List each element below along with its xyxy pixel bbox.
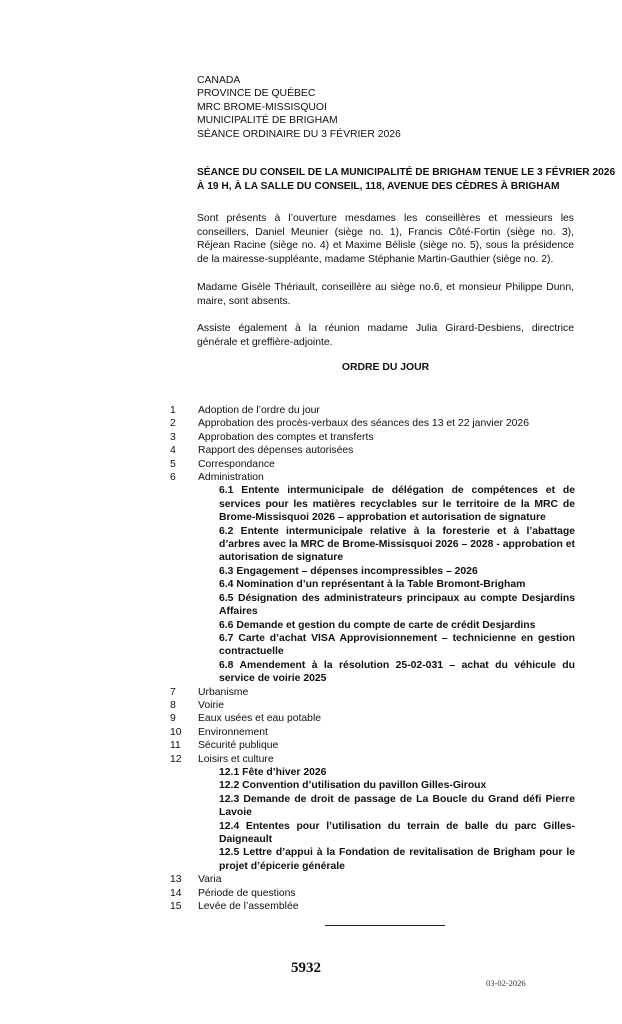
agenda-item [170, 686, 575, 699]
agenda-item-label: Levée de l’assemblée [198, 901, 299, 913]
agenda-item-number: 3 [170, 431, 176, 443]
agenda-item-number: 7 [170, 686, 176, 698]
agenda-item-number: 10 [170, 726, 182, 738]
agenda-item-label: Urbanisme [198, 686, 249, 698]
session-title [197, 166, 616, 194]
agenda-item-number: 4 [170, 445, 176, 457]
agenda-item-label: Approbation des comptes et transferts [198, 431, 374, 443]
signature-line [325, 925, 445, 926]
presents-paragraph: Sont présents à l’ouverture mesdames les conseillères et messieurs les conseillers, Daniel Meunier (siège no. 1), Francis Côté-Fortin (siège no. 3), Réjean Racine (siège no. 4) et Maxime Bélisle (siège no. 5), sous la présidence de la mairesse-suppléante, madame Stéphanie Martin-Gauthier (siège no. 2). [197, 213, 574, 265]
agenda-item [170, 458, 575, 471]
agenda-item [170, 753, 575, 766]
agenda-subitem: 12.3 Demande de droit de passage de La Boucle du Grand défi Pierre Lavoie [219, 793, 575, 819]
agenda-item-label: Loisirs et culture [198, 753, 274, 765]
agenda-item-number: 11 [170, 740, 181, 752]
agenda-item [170, 739, 575, 752]
agenda-item [170, 873, 575, 886]
agenda-item-number: 13 [170, 874, 182, 886]
header-session: SÉANCE ORDINAIRE DU 3 FÉVRIER 2026 [197, 128, 401, 140]
agenda-subitem: 12.1 Fête d’hiver 2026 [219, 766, 327, 778]
document-header [197, 74, 401, 141]
agenda-subitem: 12.5 Lettre d’appui à la Fondation de revitalisation de Brigham pour le projet d’épicerie générale [219, 847, 575, 872]
agenda-item-number: 8 [170, 699, 176, 711]
agenda-subitem: 6.6 Demande et gestion du compte de carte de crédit Desjardins [219, 619, 536, 631]
agenda-list [170, 404, 575, 913]
agenda-item [170, 887, 575, 900]
agenda-item-label: Eaux usées et eau potable [198, 713, 322, 725]
agenda-item [170, 900, 575, 913]
agenda-item-number: 9 [170, 713, 176, 725]
session-title-line-1: SÉANCE DU CONSEIL DE LA MUNICIPALITÉ DE BRIGHAM TENUE LE 3 FÉVRIER 2026 [197, 167, 616, 178]
agenda-item-label: Administration [198, 472, 264, 484]
agenda-item-number: 12 [170, 753, 182, 765]
page-number: 5932 [291, 960, 321, 976]
agenda-subitem: 6.2 Entente intermunicipale relative à la foresterie et à l’abattage d’arbres avec la MRC de Brome-Missisquoi 2026 – 2028 - approbation et autorisation de signature [219, 525, 575, 564]
header-province: PROVINCE DE QUÉBEC [197, 88, 316, 100]
agenda-item-label: Varia [198, 874, 222, 886]
agenda-item [170, 431, 575, 444]
agenda-item-label: Rapport des dépenses autorisées [198, 445, 354, 457]
agenda-subitem: 6.1 Entente intermunicipale de délégation de compétences et de services pour les matières recyclables sur le territoire de la MRC de Brome-Missisquoi 2026 – approbation et autorisation de signature [219, 485, 575, 524]
agenda-item-number: 14 [170, 887, 182, 899]
header-mrc: MRC BROME-MISSISQUOI [197, 101, 327, 113]
agenda-item [170, 444, 575, 457]
agenda-item-number: 15 [170, 901, 182, 913]
assiste-paragraph: Assiste également à la réunion madame Julia Girard-Desbiens, directrice générale et greffière-adjointe. [197, 323, 574, 348]
agenda-item [170, 417, 575, 430]
agenda-subitem: 6.8 Amendement à la résolution 25-02-031 – achat du véhicule du service de voirie 2025 [219, 659, 575, 685]
agenda-item-number: 1 [170, 405, 176, 416]
agenda-heading: ORDRE DU JOUR [341, 362, 430, 373]
agenda-item-number: 6 [170, 472, 176, 484]
agenda-item [170, 471, 575, 484]
agenda-item-number: 2 [170, 418, 176, 430]
agenda-item-label: Correspondance [198, 458, 275, 470]
agenda-item-label: Voirie [198, 699, 224, 711]
header-country: CANADA [197, 75, 241, 86]
agenda-item-label: Période de questions [198, 887, 296, 899]
agenda-subitem: 6.5 Désignation des administrateurs principaux au compte Desjardins Affaires [219, 592, 575, 618]
absents-paragraph: Madame Gisèle Thériault, conseillère au siège no.6, et monsieur Philippe Dunn, maire, sont absents. [197, 282, 574, 307]
header-municipality: MUNICIPALITÉ DE BRIGHAM [197, 115, 338, 127]
agenda-item-label: Sécurité publique [198, 740, 279, 752]
agenda-item [170, 712, 575, 725]
agenda-item [170, 699, 575, 712]
session-title-line-2: À 19 H, À LA SALLE DU CONSEIL, 118, AVENUE DES CÈDRES À BRIGHAM [197, 181, 560, 192]
agenda-item [170, 726, 575, 739]
agenda-subitem: 6.4 Nomination d’un représentant à la Table Bromont-Brigham [219, 579, 526, 591]
agenda-item-label: Environnement [198, 726, 268, 738]
agenda-subitem: 6.3 Engagement – dépenses incompressibles – 2026 [219, 565, 478, 577]
agenda-subitem: 12.2 Convention d’utilisation du pavillon Gilles-Giroux [219, 780, 487, 792]
agenda-item-label: Approbation des procès-verbaux des séances des 13 et 22 janvier 2026 [198, 418, 529, 430]
agenda-item-label: Adoption de l’ordre du jour [198, 405, 320, 416]
agenda-item [170, 404, 575, 417]
agenda-item-number: 5 [170, 458, 176, 470]
footer-date: 03-02-2026 [486, 978, 526, 988]
agenda-subitem: 12.4 Ententes pour l’utilisation du terrain de balle du parc Gilles-Daigneault [219, 820, 575, 845]
agenda-subitem: 6.7 Carte d’achat VISA Approvisionnement – technicienne en gestion contractuelle [219, 632, 575, 658]
